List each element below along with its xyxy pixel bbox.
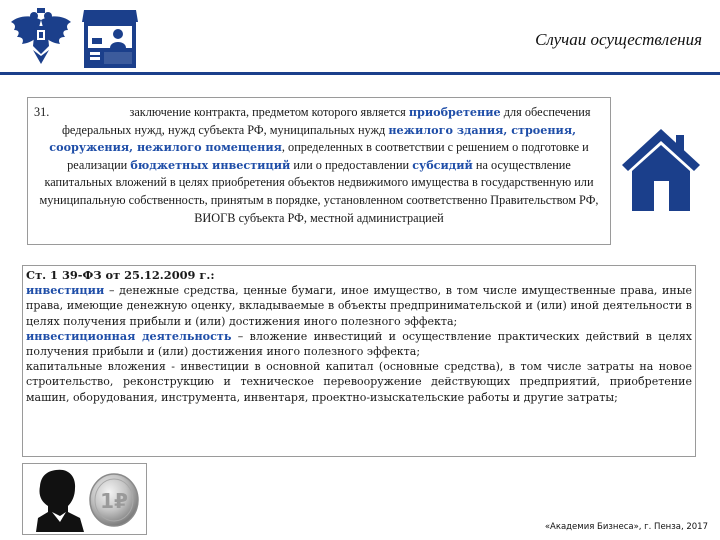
term-investments: инвестиции [26,283,105,298]
case-text-3: , определенных в соответствии с решением о подготовке и реализации [67,140,589,172]
coin-label: 1₽ [100,489,128,513]
slide-title: Случаи осуществления [535,30,702,49]
definition-investment-activity-text: – вложение инвестиций и осуществление практических действий в целях получения прибыли и (или) достижения иного полезного эффекта; [26,329,693,359]
coat-of-arms-icon [6,6,76,66]
highlight-subsidies: субсидий [412,157,473,172]
case-number: 31. [34,105,50,119]
highlight-budget-investments: бюджетных инвестиций [130,157,291,172]
case-text-2: для обеспечения федеральных нужд, нужд субъекта РФ, муниципальных нужд [61,105,591,137]
person-silhouette-icon [34,466,86,532]
case-text-1: заключение контракта, предметом которого является [129,105,409,119]
case-text-5: на осуществление капитальных вложений в целях приобретения объектов недвижимого имущества в государственную или муниципальную собственность, принятым в порядке, установленном соответственно Правительством РФ, ВИОГВ субъекта РФ, местной администрацией [39,157,599,225]
highlight-non-residential: нежилого здания, строения, сооружения, нежилого помещения [49,122,577,155]
definition-investment-activity [26,329,692,359]
case-description [32,104,606,227]
definition-capital-investments: капитальные вложения - инвестиции в основной капитал (основные средства), в том числе затраты на новое строительство, реконструкцию и техническое перевооружение действующих предприятий, приобретение машин, оборудования, инструмента, инвентаря, проектно-изыскательские работы и другие затраты; [26,360,692,404]
definitions-text [26,268,692,405]
definition-investments-text: – денежные средства, ценные бумаги, иное имущество, в том числе имущественные права, иные права, имеющие денежную оценку, вкладываемые в объекты предпринимательской и (или) иной деятельности в целях получения прибыли и (или) достижения иного полезного эффекта; [26,284,692,328]
storefront-icon [80,6,140,68]
house-icon [620,125,702,213]
term-investment-activity: инвестиционная деятельность [26,328,232,343]
case-text-4: или о предоставлении [290,157,413,172]
footer-text: «Академия Бизнеса», г. Пенза, 2017 [544,522,708,532]
law-reference: Ст. 1 39-ФЗ от 25.12.2009 г.: [26,268,215,282]
header-divider [0,72,720,75]
highlight-acquisition: приобретение [408,105,501,119]
ruble-coin-icon [88,472,140,528]
definition-investments [26,283,692,329]
